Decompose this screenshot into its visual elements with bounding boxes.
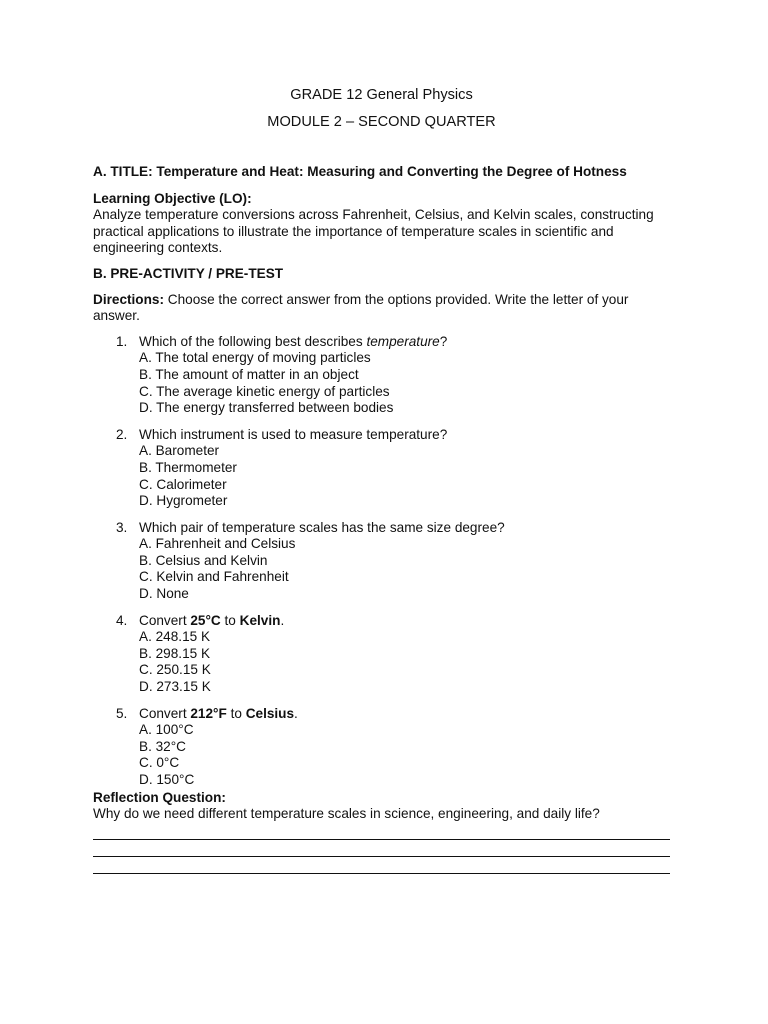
- question-4: [93, 613, 670, 696]
- section-a-title: A. TITLE: Temperature and Heat: Measuring and Converting the Degree of Hotness: [93, 164, 627, 179]
- question-stem: [139, 334, 670, 351]
- question-number: 1.: [116, 333, 128, 349]
- option: B. The amount of matter in an object: [139, 366, 359, 382]
- reflection-heading: Reflection Question:: [93, 789, 226, 805]
- directions-label: Directions:: [93, 291, 165, 307]
- question-number: 3.: [116, 519, 128, 535]
- question-5: [93, 706, 670, 789]
- section-b-title: B. PRE-ACTIVITY / PRE-TEST: [93, 265, 284, 281]
- question-1: [93, 334, 670, 417]
- grade-heading: GRADE 12 General Physics: [290, 87, 473, 103]
- option: A. Barometer: [139, 443, 220, 459]
- stem-text: ?: [439, 333, 448, 349]
- option: A. 248.15 K: [139, 629, 211, 645]
- option: D. None: [139, 586, 189, 602]
- stem-bold-value: 25°C: [190, 612, 221, 628]
- answer-line[interactable]: [93, 839, 670, 840]
- stem-text: Convert: [139, 612, 191, 628]
- stem-text: Which of the following best describes: [139, 333, 367, 349]
- module-heading: MODULE 2 – SECOND QUARTER: [267, 114, 496, 130]
- stem-text: to: [226, 705, 246, 721]
- answer-line[interactable]: [93, 873, 670, 874]
- stem-text: .: [280, 612, 285, 628]
- learning-objective-text: Analyze temperature conversions across Fahrenheit, Celsius, and Kelvin scales, constructing practical applications to illustrate the importance of temperature scales in scientific and engineering contexts.: [93, 207, 654, 256]
- stem-bold-value: 212°F: [190, 705, 227, 721]
- question-2: [93, 427, 670, 510]
- answer-lines: [93, 839, 670, 874]
- option: A. The total energy of moving particles: [139, 350, 371, 366]
- question-number: 4.: [116, 612, 128, 628]
- stem-text: .: [294, 705, 298, 721]
- question-3: [93, 520, 670, 603]
- answer-line[interactable]: [93, 856, 670, 857]
- document-page: [93, 86, 670, 874]
- option: C. The average kinetic energy of particles: [139, 383, 390, 399]
- option: B. Thermometer: [139, 459, 237, 475]
- stem-italic-term: temperature: [366, 333, 440, 349]
- option: B. 298.15 K: [139, 645, 211, 661]
- option: A. Fahrenheit and Celsius: [139, 536, 296, 552]
- question-stem: Which instrument is used to measure temperature?: [139, 426, 448, 442]
- question-number: 5.: [116, 705, 128, 721]
- learning-objective-heading: Learning Objective (LO):: [93, 190, 252, 206]
- option: C. Calorimeter: [139, 476, 227, 492]
- reflection-question: Why do we need different temperature scales in science, engineering, and daily life?: [93, 806, 600, 822]
- question-stem: [139, 706, 670, 723]
- stem-bold-unit: Celsius: [245, 705, 295, 721]
- option: C. 0°C: [139, 755, 180, 771]
- stem-bold-unit: Kelvin: [239, 612, 281, 628]
- option: D. 150°C: [139, 772, 195, 787]
- option: D. Hygrometer: [139, 493, 228, 509]
- option: B. 32°C: [139, 738, 186, 754]
- stem-text: to: [220, 612, 240, 628]
- option: A. 100°C: [139, 722, 194, 738]
- option: C. Kelvin and Fahrenheit: [139, 569, 289, 585]
- option: D. The energy transferred between bodies: [139, 400, 394, 416]
- directions-text: Choose the correct answer from the options provided. Write the letter of your answer.: [93, 291, 629, 324]
- stem-text: Convert: [139, 705, 191, 721]
- directions: [93, 292, 670, 325]
- option: B. Celsius and Kelvin: [139, 552, 268, 568]
- question-stem: [139, 613, 670, 630]
- question-stem: Which pair of temperature scales has the same size degree?: [139, 519, 505, 535]
- option: C. 250.15 K: [139, 662, 211, 678]
- question-number: 2.: [116, 426, 128, 442]
- option: D. 273.15 K: [139, 679, 211, 695]
